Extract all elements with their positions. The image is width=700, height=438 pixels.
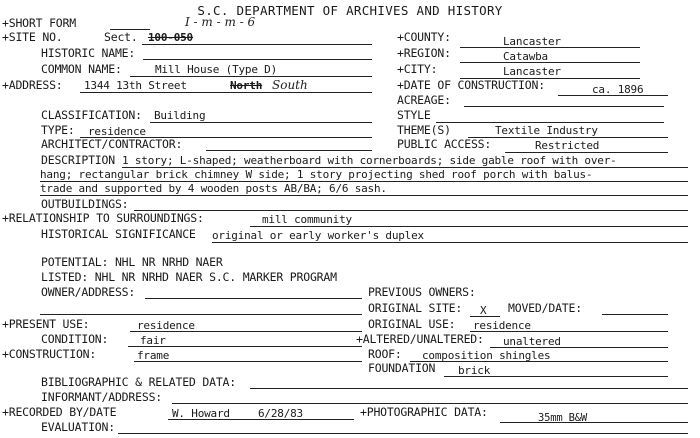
type-label: TYPE:	[41, 123, 75, 137]
original-use-value: residence	[473, 319, 531, 332]
date-of-construction-value: ca. 1896	[592, 83, 644, 96]
county-label: +COUNTY:	[397, 30, 451, 44]
original-use-label: ORIGINAL USE:	[368, 317, 456, 331]
photographic-data-line	[500, 422, 688, 423]
address-line	[80, 92, 372, 93]
condition-label: CONDITION:	[41, 332, 109, 346]
common-name-value: Mill House (Type D)	[155, 63, 278, 76]
public-access-line	[505, 152, 668, 153]
public-access-value: Restricted	[535, 139, 600, 152]
informant-label: INFORMANT/ADDRESS:	[41, 390, 163, 404]
address-handwritten-direction: South	[272, 78, 308, 92]
type-value: residence	[88, 125, 146, 138]
informant-line	[172, 403, 688, 404]
construction-value: frame	[137, 349, 170, 362]
region-value: Catawba	[503, 50, 548, 63]
region-label: +REGION:	[397, 46, 451, 60]
recorded-by-line	[168, 419, 354, 420]
significance-value: original or early worker's duplex	[212, 229, 424, 242]
address-label: +ADDRESS:	[2, 78, 63, 92]
evaluation-line	[118, 433, 688, 434]
roof-line	[410, 361, 668, 362]
region-line	[460, 62, 640, 63]
style-label: STYLE	[397, 108, 431, 122]
original-site-label: ORIGINAL SITE:	[368, 301, 463, 315]
foundation-value: brick	[458, 364, 491, 377]
common-name-label: COMMON NAME:	[41, 62, 122, 76]
sect-struck-value: 100-050	[148, 31, 193, 44]
county-line	[460, 47, 640, 48]
description-line-2: hang; rectangular brick chimney W side; 1 story projecting shed roof porch with balus-	[40, 168, 593, 181]
outbuildings-label: OUTBUILDINGS:	[41, 197, 129, 211]
classification-value: Building	[154, 109, 206, 122]
original-site-value: X	[480, 304, 487, 317]
classification-label: CLASSIFICATION:	[41, 108, 142, 122]
recorded-date-value: 6/28/83	[258, 407, 303, 420]
bibliographic-label: BIBLIOGRAPHIC & RELATED DATA:	[41, 375, 236, 389]
potential-label: POTENTIAL: NHL NR NRHD NAER	[41, 255, 223, 269]
present-use-value: residence	[137, 319, 195, 332]
original-use-line	[470, 331, 668, 332]
acreage-label: ACREAGE:	[397, 93, 451, 107]
short-form-label: +SHORT FORM	[2, 16, 76, 30]
description-rule-3	[40, 195, 688, 196]
present-use-label: +PRESENT USE:	[2, 317, 90, 331]
address-struck-direction: North	[230, 79, 263, 92]
photographic-data-label: +PHOTOGRAPHIC DATA:	[360, 405, 488, 419]
altered-label: +ALTERED/UNALTERED:	[356, 332, 484, 346]
address-value-prefix: 1344 13th Street	[84, 79, 187, 92]
themes-value: Textile Industry	[495, 124, 598, 137]
owner-address-line	[145, 298, 362, 299]
listed-label: LISTED: NHL NR NRHD NAER S.C. MARKER PROGRAM	[41, 270, 337, 284]
altered-value: unaltered	[503, 335, 561, 348]
previous-owners-label: PREVIOUS OWNERS:	[368, 285, 476, 299]
roof-value: composition shingles	[422, 349, 551, 362]
form-title: S.C. DEPARTMENT OF ARCHIVES AND HISTORY	[197, 3, 503, 18]
condition-line	[128, 346, 362, 347]
description-line-3: trade and supported by 4 wooden posts AB/BA; 6/6 sash.	[40, 182, 387, 195]
condition-value: fair	[140, 334, 166, 347]
significance-line	[212, 242, 688, 243]
description-label: DESCRIPTION	[41, 153, 115, 167]
roof-label: ROOF:	[368, 347, 402, 361]
altered-line	[490, 347, 668, 348]
bibliographic-line	[250, 388, 688, 389]
public-access-label: PUBLIC ACCESS:	[397, 137, 492, 151]
style-line	[436, 122, 664, 123]
short-form-handwritten-mark: I - m - m - 6	[185, 15, 256, 29]
photographic-data-value: 35mm B&W	[538, 412, 587, 424]
original-site-line	[470, 316, 500, 317]
date-of-construction-label: +DATE OF CONSTRUCTION:	[397, 78, 545, 92]
historic-name-label: HISTORIC NAME:	[41, 46, 136, 60]
acreage-line	[464, 106, 664, 107]
foundation-line	[444, 376, 668, 377]
relationship-value: mill community	[262, 213, 352, 226]
themes-line	[468, 137, 668, 138]
construction-label: +CONSTRUCTION:	[2, 347, 97, 361]
relationship-line	[250, 226, 688, 227]
owner-address-label: OWNER/ADDRESS:	[41, 285, 136, 299]
classification-line	[150, 122, 372, 123]
architect-label: ARCHITECT/CONTRACTOR:	[41, 137, 183, 151]
site-no-label: +SITE NO.	[2, 30, 63, 44]
evaluation-label: EVALUATION:	[41, 420, 115, 434]
date-of-construction-line	[558, 95, 668, 96]
relationship-label: +RELATIONSHIP TO SURROUNDINGS:	[2, 211, 204, 225]
moved-date-label: MOVED/DATE:	[508, 301, 582, 315]
themes-label: THEME(S)	[397, 123, 451, 137]
significance-label: HISTORICAL SIGNIFICANCE	[41, 227, 196, 241]
recorded-by-value: W. Howard	[172, 407, 230, 420]
recorded-by-label: +RECORDED BY/DATE	[2, 405, 117, 419]
architect-line	[206, 150, 372, 151]
city-label: +CITY:	[397, 62, 438, 76]
common-name-line	[130, 76, 372, 77]
sect-label: Sect.	[104, 30, 138, 44]
owner-address-line-2	[40, 314, 362, 315]
county-value: Lancaster	[503, 35, 561, 48]
description-line-1: 1 story; L-shaped; weatherboard with cornerboards; side gable roof with over-	[122, 154, 617, 167]
present-use-line	[130, 331, 362, 332]
foundation-label: FOUNDATION	[368, 361, 436, 375]
outbuildings-line	[134, 210, 688, 211]
historic-name-line	[143, 59, 372, 60]
construction-line	[134, 361, 362, 362]
site-no-line	[142, 44, 372, 45]
moved-date-line	[602, 314, 668, 315]
city-value: Lancaster	[503, 65, 561, 78]
